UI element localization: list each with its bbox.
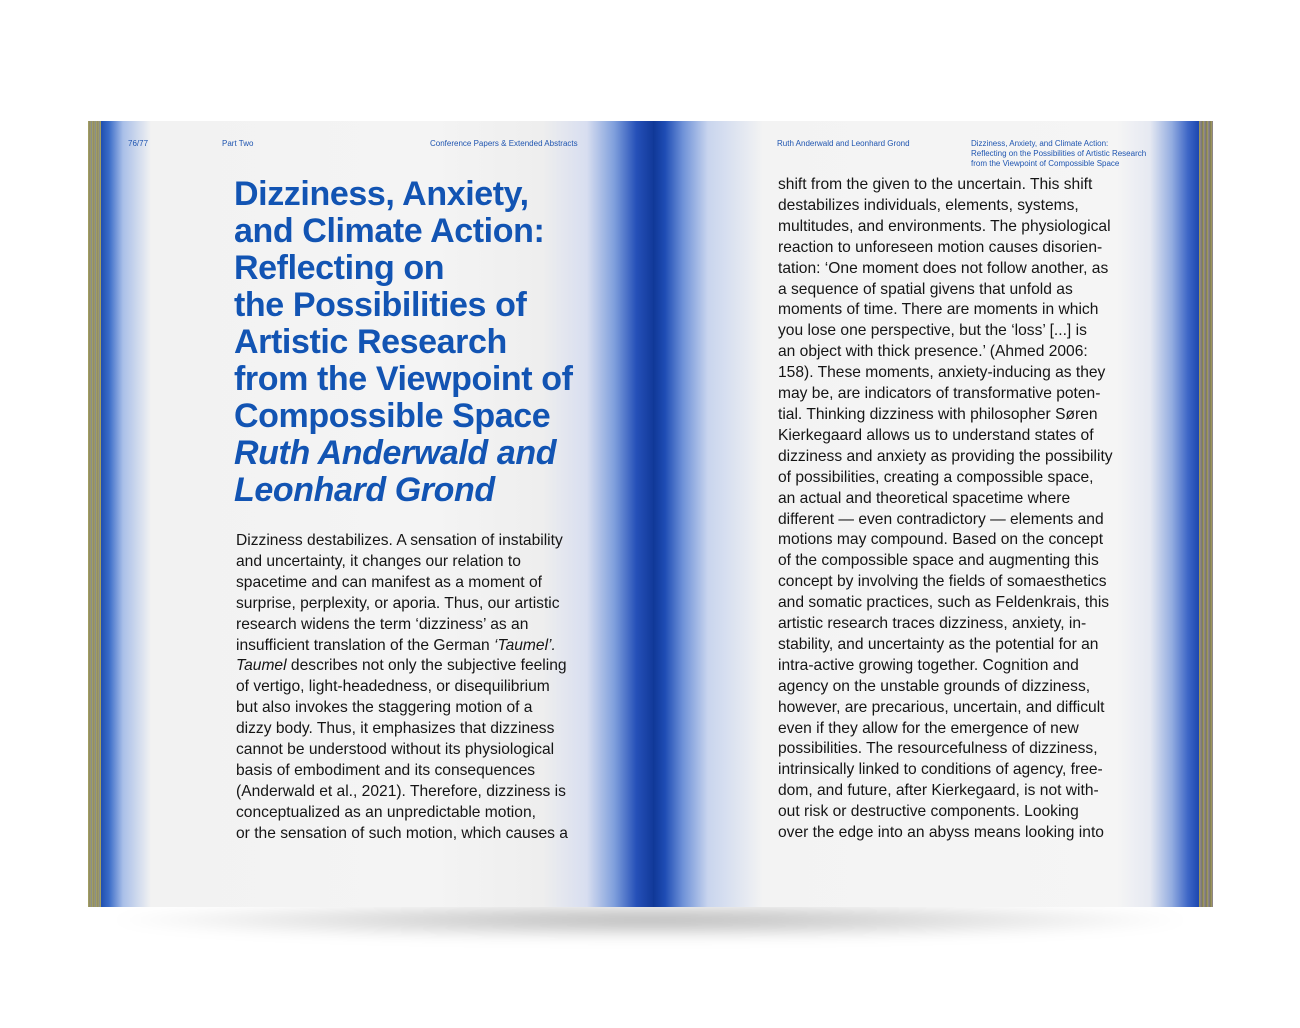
body-line: over the edge into an abyss means looking into [778,824,1104,842]
body-line: conceptualized as an unpredictable motion, [236,803,536,821]
author-line: Leonhard Grond [234,471,495,509]
body-line: even if they allow for the emergence of new [778,719,1079,737]
body-line: multitudes, and environments. The physiological [778,217,1111,235]
body-line: and somatic practices, such as Feldenkrais, this [778,594,1110,612]
page-edges-left [88,121,101,907]
body-text: insufficient translation of the German [236,636,490,654]
body-line: destabilizes individuals, elements, systems, [778,196,1079,214]
body-line: different — even contradictory — elements and [778,510,1104,528]
body-line: dizzy body. Thus, it emphasizes that dizziness [236,720,555,738]
title-line: Reflecting on [234,249,445,287]
running-head-title-line: from the Viewpoint of Compossible Space [971,159,1120,168]
title-line: the Possibilities of [234,286,527,324]
body-line: of possibilities, creating a compossible space, [778,468,1094,486]
body-line: out risk or destructive components. Looking [778,803,1079,821]
running-head-title-line: Dizziness, Anxiety, and Climate Action: [971,139,1109,148]
body-line: motions may compound. Based on the concept [778,531,1104,549]
italic-term: Taumel [236,657,287,675]
folio: 76/77 [128,139,149,148]
body-line: stability, and uncertainty as the potential for an [778,635,1099,653]
running-head: Conference Papers & Extended Abstracts [430,139,578,148]
body-line: an actual and theoretical spacetime where [778,489,1071,507]
title-line: Artistic Research [234,323,507,361]
running-head-title-line: Reflecting on the Possibilities of Artistic Research [971,149,1147,158]
section-label: Part Two [222,139,254,148]
title-line: Dizziness, Anxiety, [234,175,529,213]
body-line: cannot be understood without its physiological [236,741,555,759]
body-line-with-italic [236,636,616,657]
body-line: dom, and future, after Kierkegaard, is not with- [778,782,1099,800]
body-line: and uncertainty, it changes our relation to [236,552,521,570]
body-text: describes not only the subjective feeling [290,657,567,675]
running-head-authors: Ruth Anderwald and Leonhard Grond [777,139,910,148]
right-page [653,121,1213,907]
body-line: agency on the unstable grounds of dizziness, [778,677,1091,695]
title-line: from the Viewpoint of [234,360,573,398]
body-line: you lose one perspective, but the ‘loss’ [...] is [778,322,1087,340]
open-book-spread [88,121,1213,907]
body-line: tation: ‘One moment does not follow another, as [778,259,1109,277]
body-line: an object with thick presence.’ (Ahmed 2006: [778,343,1088,361]
body-line: may be, are indicators of transformative poten- [778,385,1101,403]
body-line: 158). These moments, anxiety-inducing as they [778,364,1106,382]
body-line: intra-active growing together. Cognition and [778,656,1079,674]
page-edges-right [1199,121,1213,907]
title-line: Compossible Space [234,397,551,435]
body-line: possibilities. The resourcefulness of dizziness, [778,740,1098,758]
running-head-title [971,139,1146,169]
body-line: Kierkegaard allows us to understand states of [778,426,1094,444]
body-line: dizziness and anxiety as providing the possibility [778,447,1113,465]
body-line: a sequence of spatial givens that unfold as [778,280,1073,298]
author-line: Ruth Anderwald and [234,434,557,472]
body-line: tial. Thinking dizziness with philosopher Søren [778,405,1098,423]
title-line: and Climate Action: [234,212,545,250]
body-line: however, are precarious, uncertain, and difficult [778,698,1105,716]
body-line: of vertigo, light-headedness, or disequilibrium [236,678,550,696]
article-title [234,176,624,509]
body-line: reaction to unforeseen motion causes disorien- [778,238,1103,256]
body-line: Dizziness destabilizes. A sensation of instability [236,532,563,549]
body-line: but also invokes the staggering motion of a [236,699,533,717]
body-line: of the compossible space and augmenting this [778,552,1099,570]
body-line-with-italic [236,656,616,677]
body-line: intrinsically linked to conditions of agency, free- [778,761,1103,779]
body-line: artistic research traces dizziness, anxiety, in- [778,615,1087,633]
left-body-text [236,531,616,845]
right-body-text [778,175,1158,844]
body-line: (Anderwald et al., 2021). Therefore, dizziness is [236,782,566,800]
body-line: moments of time. There are moments in which [778,301,1099,319]
body-line: shift from the given to the uncertain. This shift [778,176,1093,193]
body-line: research widens the term ‘dizziness’ as an [236,615,529,633]
body-line: surprise, perplexity, or aporia. Thus, our artistic [236,594,560,612]
body-line: or the sensation of such motion, which causes a [236,824,568,842]
body-line: concept by involving the fields of somaesthetics [778,573,1107,591]
italic-term: ‘Taumel’. [494,636,556,654]
body-line: spacetime and can manifest as a moment of [236,573,542,591]
left-page [88,121,653,907]
body-line: basis of embodiment and its consequences [236,761,536,779]
